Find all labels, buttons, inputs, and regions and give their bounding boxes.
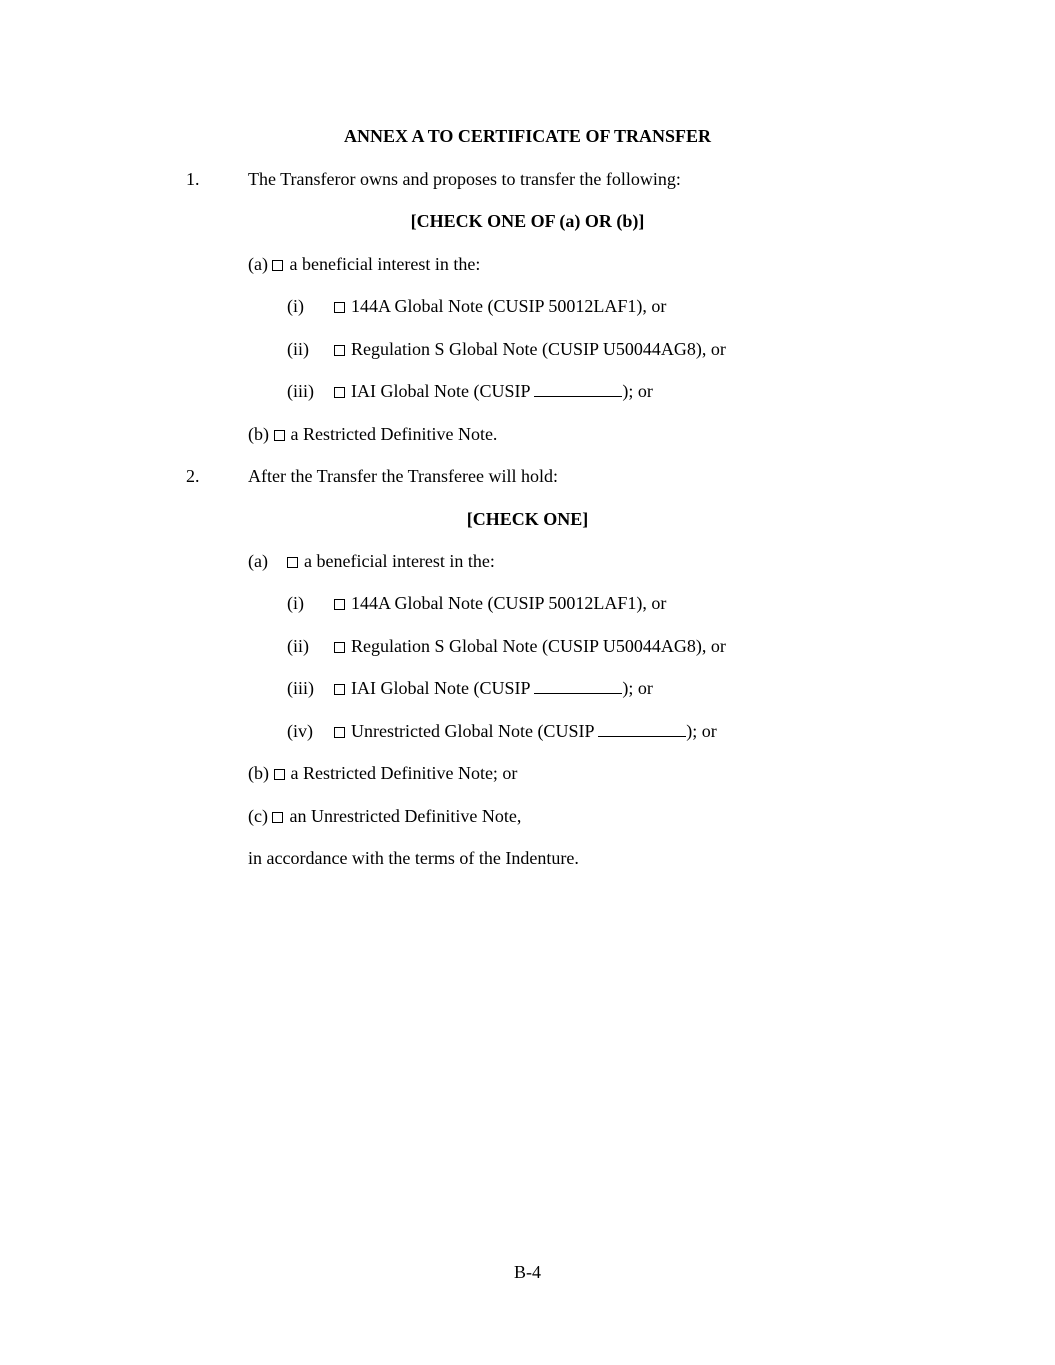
section-1-a-item-i-label: (i) <box>287 296 304 316</box>
checkbox[interactable] <box>334 642 345 653</box>
checkbox[interactable] <box>334 599 345 610</box>
cusip-blank-line[interactable] <box>598 721 686 737</box>
section-2-a-item-iv-label: (iv) <box>287 721 313 741</box>
checkbox[interactable] <box>287 557 298 568</box>
section-1-instruction: [CHECK ONE OF (a) OR (b)] <box>410 211 645 231</box>
section-1-option-b <box>248 423 497 445</box>
section-2-instruction: [CHECK ONE] <box>466 509 589 529</box>
section-1-number: 1. <box>186 169 200 189</box>
checkbox[interactable] <box>274 769 285 780</box>
option-text: a Restricted Definitive Note. <box>290 424 498 444</box>
item-text-after: ); or <box>622 381 653 401</box>
section-2-number: 2. <box>186 466 200 486</box>
section-1-a-item-ii <box>334 338 726 360</box>
section-2-a-item-i-label: (i) <box>287 593 304 613</box>
checkbox[interactable] <box>334 684 345 695</box>
option-label: (b) <box>248 763 269 783</box>
section-1-a-item-i <box>334 295 666 317</box>
item-text: Regulation S Global Note (CUSIP U50044AG8), or <box>351 636 726 656</box>
item-text: Regulation S Global Note (CUSIP U50044AG8), or <box>351 339 726 359</box>
section-2-option-b <box>248 762 517 784</box>
checkbox[interactable] <box>334 345 345 356</box>
checkbox[interactable] <box>334 387 345 398</box>
checkbox[interactable] <box>272 260 283 271</box>
item-text: 144A Global Note (CUSIP 50012LAF1), or <box>351 296 667 316</box>
section-2-text: After the Transfer the Transferee will hold: <box>248 466 558 486</box>
item-text-before: Unrestricted Global Note (CUSIP <box>351 721 599 741</box>
option-text: an Unrestricted Definitive Note, <box>289 806 522 826</box>
item-text-before: IAI Global Note (CUSIP <box>351 678 535 698</box>
option-label: (a) <box>248 254 268 274</box>
section-1-text: The Transferor owns and proposes to transfer the following: <box>248 169 681 189</box>
item-text-after: ); or <box>622 678 653 698</box>
section-1-a-item-iii-label: (iii) <box>287 381 314 401</box>
option-text: a beneficial interest in the: <box>289 254 481 274</box>
section-2-a-item-ii-label: (ii) <box>287 636 309 656</box>
section-1-a-item-ii-label: (ii) <box>287 339 309 359</box>
item-text: 144A Global Note (CUSIP 50012LAF1), or <box>351 593 667 613</box>
section-2-option-c <box>248 805 521 827</box>
checkbox[interactable] <box>272 812 283 823</box>
cusip-blank-line[interactable] <box>534 678 622 694</box>
page-number: B-4 <box>514 1262 541 1282</box>
section-2-option-a-label: (a) <box>248 551 268 571</box>
section-2-a-item-iii-label: (iii) <box>287 678 314 698</box>
section-1-option-a <box>248 253 480 275</box>
item-text-after: ); or <box>686 721 717 741</box>
item-text-before: IAI Global Note (CUSIP <box>351 381 535 401</box>
closing-text: in accordance with the terms of the Indenture. <box>248 848 579 868</box>
section-1-a-item-iii <box>334 380 653 402</box>
checkbox[interactable] <box>334 302 345 313</box>
section-2-option-a <box>287 550 495 572</box>
section-2-a-item-i <box>334 592 666 614</box>
section-2-a-item-ii <box>334 635 726 657</box>
option-label: (c) <box>248 806 268 826</box>
section-2-a-item-iii <box>334 677 653 699</box>
page-title: ANNEX A TO CERTIFICATE OF TRANSFER <box>344 126 711 146</box>
checkbox[interactable] <box>274 430 285 441</box>
cusip-blank-line[interactable] <box>534 381 622 397</box>
option-text: a beneficial interest in the: <box>304 551 495 571</box>
option-label: (b) <box>248 424 269 444</box>
option-text: a Restricted Definitive Note; or <box>290 763 518 783</box>
checkbox[interactable] <box>334 727 345 738</box>
section-2-a-item-iv <box>334 720 717 742</box>
